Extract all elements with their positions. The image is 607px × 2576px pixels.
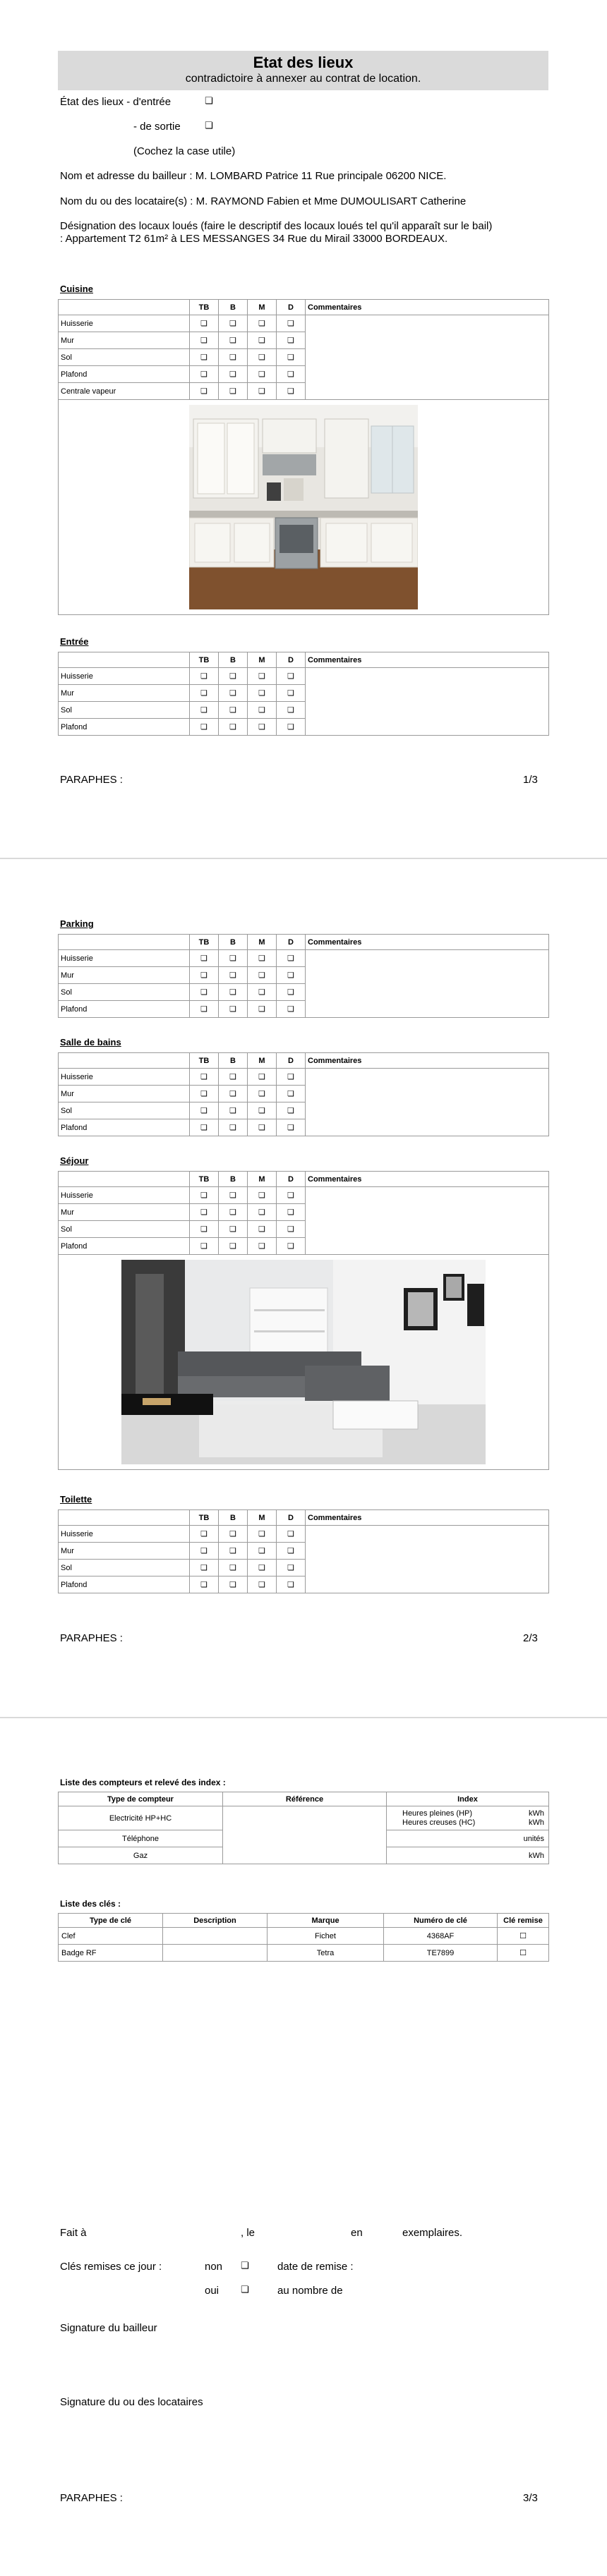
checkbox-tb[interactable]: ❏ — [190, 383, 219, 400]
oui-checkbox[interactable]: ❏ — [241, 2285, 249, 2295]
col-header-remise: Clé remise — [498, 1914, 549, 1928]
col-header-m: M — [248, 652, 277, 668]
checkbox-b[interactable]: ❏ — [219, 1187, 248, 1204]
checkbox-d[interactable]: ❏ — [277, 1221, 306, 1238]
le-label: , le — [241, 2227, 256, 2239]
element-label: Mur — [59, 685, 190, 702]
element-label: Huisserie — [59, 315, 190, 332]
room-table-cuisine — [58, 299, 549, 615]
checkbox-d[interactable]: ❏ — [277, 1204, 306, 1221]
key-remise-checkbox[interactable]: ☐ — [498, 1945, 549, 1962]
key-numero: TE7899 — [384, 1945, 498, 1962]
checkbox-m[interactable]: ❏ — [248, 1221, 277, 1238]
checkbox-tb[interactable]: ❏ — [190, 1543, 219, 1560]
col-header-d: D — [277, 1053, 306, 1069]
checkbox-d[interactable]: ❏ — [277, 332, 306, 349]
col-header-tb: TB — [190, 1510, 219, 1526]
fait-a-label: Fait à — [60, 2227, 87, 2239]
col-header-b: B — [219, 300, 248, 315]
col-header-index: Index — [387, 1792, 549, 1806]
keys-table — [58, 1913, 549, 1962]
element-label: Mur — [59, 1543, 190, 1560]
table-row — [59, 1945, 549, 1962]
element-label: Mur — [59, 1204, 190, 1221]
checkbox-tb[interactable]: ❏ — [190, 668, 219, 685]
col-header-numero: Numéro de clé — [384, 1914, 498, 1928]
checkbox-d[interactable]: ❏ — [277, 366, 306, 383]
checkbox-b[interactable]: ❏ — [219, 685, 248, 702]
col-header-d: D — [277, 935, 306, 950]
checkbox-m[interactable]: ❏ — [248, 719, 277, 736]
photo-cell-cuisine — [59, 400, 549, 615]
col-header-comments: Commentaires — [306, 935, 549, 950]
col-header-key-type: Type de clé — [59, 1914, 163, 1928]
checkbox-d[interactable]: ❏ — [277, 1069, 306, 1086]
col-header-d: D — [277, 652, 306, 668]
comments-cell[interactable] — [306, 950, 549, 1018]
col-header-marque: Marque — [268, 1914, 384, 1928]
checkbox-b[interactable]: ❏ — [219, 1221, 248, 1238]
meter-reference[interactable] — [223, 1806, 387, 1864]
checkbox-m[interactable]: ❏ — [248, 1576, 277, 1593]
meter-type: Electricité HP+HC — [59, 1806, 223, 1830]
col-header-m: M — [248, 1053, 277, 1069]
checkbox-tb[interactable]: ❏ — [190, 950, 219, 967]
checkbox-tb[interactable]: ❏ — [190, 685, 219, 702]
element-label: Sol — [59, 1221, 190, 1238]
checkbox-d[interactable]: ❏ — [277, 668, 306, 685]
document-header — [58, 51, 548, 90]
checkbox-b[interactable]: ❏ — [219, 383, 248, 400]
designation-line-1: Désignation des locaux loués (faire le descriptif des locaux loués tel qu'il apparaît sur le bail) — [60, 220, 493, 232]
col-header-element — [59, 1172, 190, 1187]
meters-table — [58, 1792, 549, 1864]
element-label: Sol — [59, 1560, 190, 1576]
checkbox-tb[interactable]: ❏ — [190, 984, 219, 1001]
checkbox-m[interactable]: ❏ — [248, 1001, 277, 1018]
checkbox-m[interactable]: ❏ — [248, 1204, 277, 1221]
checkbox-d[interactable]: ❏ — [277, 1238, 306, 1255]
element-label: Mur — [59, 967, 190, 984]
room-table-parking — [58, 934, 549, 1018]
col-header-d: D — [277, 1172, 306, 1187]
checkbox-b[interactable]: ❏ — [219, 349, 248, 366]
col-header-element — [59, 1053, 190, 1069]
nombre-label: au nombre de — [277, 2285, 343, 2297]
date-remise-label: date de remise : — [277, 2261, 354, 2273]
col-header-description: Description — [163, 1914, 268, 1928]
checkbox-d[interactable]: ❏ — [277, 719, 306, 736]
element-label: Sol — [59, 702, 190, 719]
checkbox-d[interactable]: ❏ — [277, 1543, 306, 1560]
check-hint: (Cochez la case utile) — [133, 145, 236, 157]
element-label: Centrale vapeur — [59, 383, 190, 400]
checkbox-d[interactable]: ❏ — [277, 950, 306, 967]
checkbox-d[interactable]: ❏ — [277, 1576, 306, 1593]
checkbox-m[interactable]: ❏ — [248, 1119, 277, 1136]
signature-bailleur-label: Signature du bailleur — [60, 2322, 157, 2334]
checkbox-d[interactable]: ❏ — [277, 1187, 306, 1204]
key-description[interactable] — [163, 1928, 268, 1945]
element-label: Sol — [59, 1102, 190, 1119]
checkbox-b[interactable]: ❏ — [219, 1238, 248, 1255]
checkbox-m[interactable]: ❏ — [248, 332, 277, 349]
checkbox-b[interactable]: ❏ — [219, 1526, 248, 1543]
checkbox-b[interactable]: ❏ — [219, 1543, 248, 1560]
key-type: Badge RF — [59, 1945, 163, 1962]
table-row — [59, 315, 549, 332]
key-marque: Tetra — [268, 1945, 384, 1962]
meter-index[interactable] — [387, 1830, 549, 1847]
checkbox-d[interactable]: ❏ — [277, 315, 306, 332]
entree-checkbox[interactable]: ❏ — [205, 96, 213, 107]
checkbox-tb[interactable]: ❏ — [190, 349, 219, 366]
checkbox-b[interactable]: ❏ — [219, 315, 248, 332]
checkbox-tb[interactable]: ❏ — [190, 332, 219, 349]
table-row — [59, 1526, 549, 1543]
checkbox-tb[interactable]: ❏ — [190, 1102, 219, 1119]
checkbox-d[interactable]: ❏ — [277, 685, 306, 702]
checkbox-m[interactable]: ❏ — [248, 1560, 277, 1576]
meter-type: Téléphone — [59, 1830, 223, 1847]
table-row — [59, 950, 549, 967]
element-label: Plafond — [59, 366, 190, 383]
key-marque: Fichet — [268, 1928, 384, 1945]
col-header-comments: Commentaires — [306, 300, 549, 315]
checkbox-b[interactable]: ❏ — [219, 1069, 248, 1086]
table-row — [59, 1928, 549, 1945]
comments-cell[interactable] — [306, 315, 549, 400]
checkbox-m[interactable]: ❏ — [248, 1526, 277, 1543]
col-header-m: M — [248, 935, 277, 950]
col-header-meter-type: Type de compteur — [59, 1792, 223, 1806]
document-page-1 — [0, 0, 607, 859]
entree-label: État des lieux - d'entrée — [60, 96, 172, 108]
checkbox-m[interactable]: ❏ — [248, 1238, 277, 1255]
checkbox-b[interactable]: ❏ — [219, 1560, 248, 1576]
col-header-b: B — [219, 1053, 248, 1069]
checkbox-b[interactable]: ❏ — [219, 332, 248, 349]
element-label: Plafond — [59, 1576, 190, 1593]
en-label: en — [351, 2227, 363, 2239]
checkbox-m[interactable]: ❏ — [248, 349, 277, 366]
room-title-sejour: Séjour — [60, 1155, 89, 1166]
element-label: Plafond — [59, 1119, 190, 1136]
comments-cell[interactable] — [306, 1526, 549, 1593]
checkbox-tb[interactable]: ❏ — [190, 1187, 219, 1204]
checkbox-m[interactable]: ❏ — [248, 702, 277, 719]
hc-line — [391, 1818, 544, 1828]
col-header-element — [59, 935, 190, 950]
element-label: Plafond — [59, 1238, 190, 1255]
kitchen-illustration — [189, 405, 418, 609]
checkbox-m[interactable]: ❏ — [248, 383, 277, 400]
room-table-sejour — [58, 1171, 549, 1470]
checkbox-tb[interactable]: ❏ — [190, 702, 219, 719]
col-header-element — [59, 1510, 190, 1526]
col-header-b: B — [219, 652, 248, 668]
document-subtitle: contradictoire à annexer au contrat de location. — [185, 73, 421, 85]
element-label: Plafond — [59, 719, 190, 736]
checkbox-m[interactable]: ❏ — [248, 668, 277, 685]
kitchen-photo — [189, 405, 418, 609]
element-label: Sol — [59, 349, 190, 366]
col-header-comments: Commentaires — [306, 652, 549, 668]
checkbox-m[interactable]: ❏ — [248, 967, 277, 984]
checkbox-b[interactable]: ❏ — [219, 366, 248, 383]
page-number: 1/3 — [523, 774, 538, 786]
oui-label: oui — [205, 2285, 220, 2297]
checkbox-tb[interactable]: ❏ — [190, 1204, 219, 1221]
checkbox-b[interactable]: ❏ — [219, 950, 248, 967]
checkbox-m[interactable]: ❏ — [248, 1102, 277, 1119]
paraphes-label: PARAPHES : — [60, 774, 123, 786]
col-header-comments: Commentaires — [306, 1172, 549, 1187]
element-label: Huisserie — [59, 1187, 190, 1204]
checkbox-tb[interactable]: ❏ — [190, 1086, 219, 1102]
col-header-b: B — [219, 935, 248, 950]
col-header-tb: TB — [190, 300, 219, 315]
checkbox-tb[interactable]: ❏ — [190, 1069, 219, 1086]
checkbox-m[interactable]: ❏ — [248, 1187, 277, 1204]
hp-unit: kWh — [529, 1809, 544, 1818]
checkbox-b[interactable]: ❏ — [219, 1204, 248, 1221]
checkbox-m[interactable]: ❏ — [248, 950, 277, 967]
sortie-label: - de sortie — [133, 121, 181, 133]
document-page-3 — [0, 1718, 607, 2576]
room-title-salle-de-bains: Salle de bains — [60, 1037, 121, 1047]
checkbox-d[interactable]: ❏ — [277, 349, 306, 366]
meter-unit: kWh — [529, 1851, 544, 1860]
col-header-m: M — [248, 300, 277, 315]
room-table-toilette — [58, 1509, 549, 1593]
checkbox-b[interactable]: ❏ — [219, 984, 248, 1001]
checkbox-tb[interactable]: ❏ — [190, 967, 219, 984]
non-label: non — [205, 2261, 223, 2273]
page-number: 3/3 — [523, 2492, 538, 2504]
checkbox-m[interactable]: ❏ — [248, 984, 277, 1001]
element-label: Mur — [59, 332, 190, 349]
element-label: Huisserie — [59, 668, 190, 685]
checkbox-b[interactable]: ❏ — [219, 1102, 248, 1119]
bailleur-info: Nom et adresse du bailleur : M. LOMBARD Patrice 11 Rue principale 06200 NICE. — [60, 170, 447, 182]
table-row — [59, 1806, 549, 1830]
checkbox-tb[interactable]: ❏ — [190, 1560, 219, 1576]
room-title-cuisine: Cuisine — [60, 284, 93, 294]
room-title-toilette: Toilette — [60, 1494, 92, 1505]
checkbox-d[interactable]: ❏ — [277, 1001, 306, 1018]
checkbox-d[interactable]: ❏ — [277, 984, 306, 1001]
meter-type: Gaz — [59, 1847, 223, 1864]
col-header-b: B — [219, 1172, 248, 1187]
checkbox-b[interactable]: ❏ — [219, 719, 248, 736]
sortie-checkbox[interactable]: ❏ — [205, 121, 213, 131]
page-number: 2/3 — [523, 1632, 538, 1644]
paraphes-label: PARAPHES : — [60, 1632, 123, 1644]
checkbox-b[interactable]: ❏ — [219, 668, 248, 685]
checkbox-d[interactable]: ❏ — [277, 1526, 306, 1543]
element-label: Plafond — [59, 1001, 190, 1018]
meter-index[interactable] — [387, 1806, 549, 1830]
checkbox-d[interactable]: ❏ — [277, 1560, 306, 1576]
meter-index[interactable] — [387, 1847, 549, 1864]
checkbox-tb[interactable]: ❏ — [190, 1576, 219, 1593]
element-label: Huisserie — [59, 950, 190, 967]
checkbox-tb[interactable]: ❏ — [190, 1221, 219, 1238]
element-label: Huisserie — [59, 1069, 190, 1086]
checkbox-m[interactable]: ❏ — [248, 1069, 277, 1086]
checkbox-tb[interactable]: ❏ — [190, 719, 219, 736]
checkbox-b[interactable]: ❏ — [219, 1576, 248, 1593]
checkbox-tb[interactable]: ❏ — [190, 315, 219, 332]
checkbox-b[interactable]: ❏ — [219, 702, 248, 719]
col-header-m: M — [248, 1172, 277, 1187]
checkbox-d[interactable]: ❏ — [277, 1119, 306, 1136]
checkbox-m[interactable]: ❏ — [248, 1543, 277, 1560]
checkbox-b[interactable]: ❏ — [219, 1119, 248, 1136]
hc-label: Heures creuses (HC) — [402, 1818, 476, 1827]
table-row — [59, 1069, 549, 1086]
meters-title: Liste des compteurs et relevé des index : — [60, 1778, 226, 1787]
paraphes-label: PARAPHES : — [60, 2492, 123, 2504]
room-title-parking: Parking — [60, 918, 94, 929]
photo-cell-sejour — [59, 1255, 549, 1470]
col-header-element — [59, 652, 190, 668]
living-room-photo — [121, 1260, 486, 1464]
col-header-tb: TB — [190, 1172, 219, 1187]
room-table-salle-de-bains — [58, 1052, 549, 1136]
col-header-comments: Commentaires — [306, 1510, 549, 1526]
col-header-tb: TB — [190, 935, 219, 950]
table-row — [59, 668, 549, 685]
checkbox-tb[interactable]: ❏ — [190, 1119, 219, 1136]
document-title: Etat des lieux — [253, 54, 354, 71]
keys-title: Liste des clés : — [60, 1899, 121, 1909]
col-header-b: B — [219, 1510, 248, 1526]
checkbox-d[interactable]: ❏ — [277, 1102, 306, 1119]
checkbox-b[interactable]: ❏ — [219, 1001, 248, 1018]
cles-remises-label: Clés remises ce jour : — [60, 2261, 162, 2273]
exemplaires-label: exemplaires. — [402, 2227, 463, 2239]
key-description[interactable] — [163, 1945, 268, 1962]
col-header-d: D — [277, 1510, 306, 1526]
signature-locataires-label: Signature du ou des locataires — [60, 2396, 203, 2408]
checkbox-b[interactable]: ❏ — [219, 1086, 248, 1102]
living-room-illustration — [121, 1260, 486, 1464]
checkbox-d[interactable]: ❏ — [277, 967, 306, 984]
designation-line-2: : Appartement T2 61m² à LES MESSANGES 34 Rue du Mirail 33000 BORDEAUX. — [60, 233, 448, 245]
checkbox-d[interactable]: ❏ — [277, 383, 306, 400]
key-numero: 4368AF — [384, 1928, 498, 1945]
key-remise-checkbox[interactable]: ☐ — [498, 1928, 549, 1945]
checkbox-tb[interactable]: ❏ — [190, 1526, 219, 1543]
element-label: Mur — [59, 1086, 190, 1102]
checkbox-m[interactable]: ❏ — [248, 685, 277, 702]
key-type: Clef — [59, 1928, 163, 1945]
comments-cell[interactable] — [306, 1069, 549, 1136]
checkbox-m[interactable]: ❏ — [248, 315, 277, 332]
checkbox-b[interactable]: ❏ — [219, 967, 248, 984]
element-label: Sol — [59, 984, 190, 1001]
checkbox-tb[interactable]: ❏ — [190, 1001, 219, 1018]
checkbox-d[interactable]: ❏ — [277, 702, 306, 719]
comments-cell[interactable] — [306, 1187, 549, 1255]
checkbox-tb[interactable]: ❏ — [190, 1238, 219, 1255]
checkbox-m[interactable]: ❏ — [248, 1086, 277, 1102]
meter-unit: unités — [523, 1834, 544, 1843]
room-title-entree: Entrée — [60, 636, 89, 647]
col-header-m: M — [248, 1510, 277, 1526]
checkbox-d[interactable]: ❏ — [277, 1086, 306, 1102]
checkbox-tb[interactable]: ❏ — [190, 366, 219, 383]
col-header-reference: Référence — [223, 1792, 387, 1806]
room-table-entree — [58, 652, 549, 736]
document-page-2 — [0, 859, 607, 1718]
hp-label: Heures pleines (HP) — [402, 1809, 473, 1818]
table-row — [59, 1187, 549, 1204]
checkbox-m[interactable]: ❏ — [248, 366, 277, 383]
comments-cell[interactable] — [306, 668, 549, 736]
col-header-tb: TB — [190, 652, 219, 668]
col-header-d: D — [277, 300, 306, 315]
hc-unit: kWh — [529, 1818, 544, 1827]
col-header-element — [59, 300, 190, 315]
non-checkbox[interactable]: ❏ — [241, 2261, 249, 2271]
col-header-tb: TB — [190, 1053, 219, 1069]
col-header-comments: Commentaires — [306, 1053, 549, 1069]
locataires-info: Nom du ou des locataire(s) : M. RAYMOND Fabien et Mme DUMOULISART Catherine — [60, 195, 467, 207]
hp-line — [391, 1809, 544, 1818]
element-label: Huisserie — [59, 1526, 190, 1543]
